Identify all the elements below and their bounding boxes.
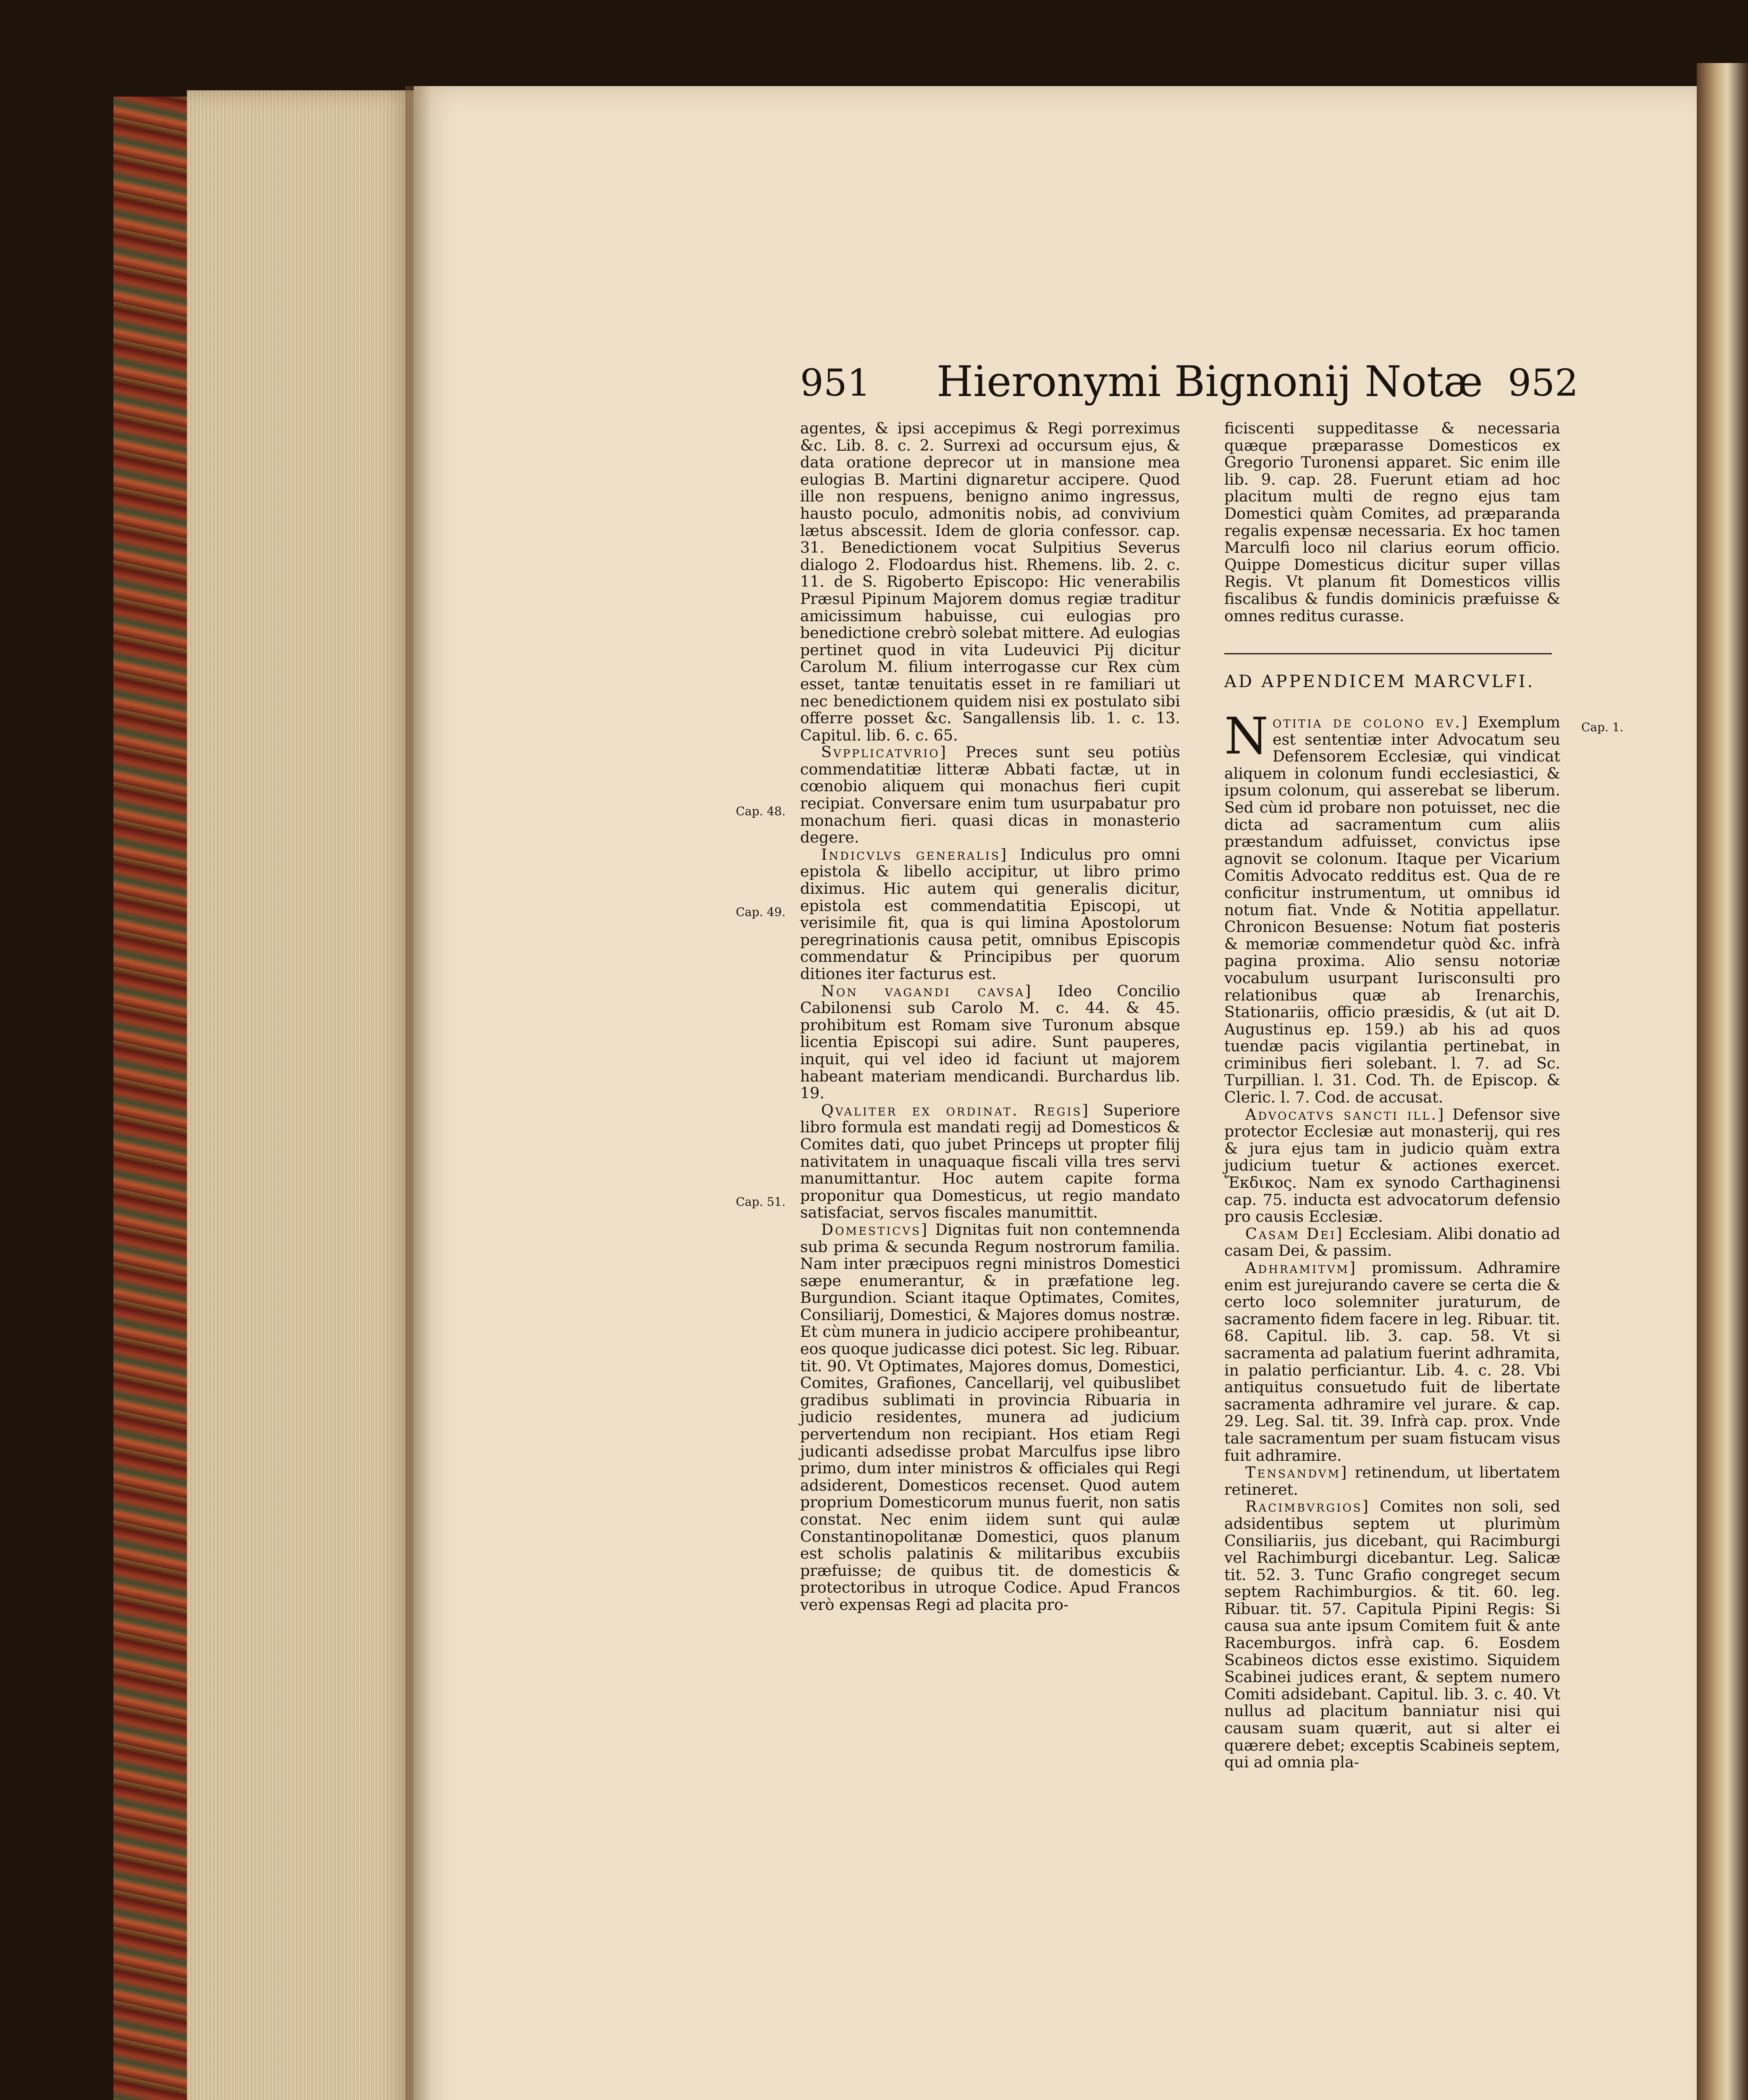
drop-cap: N: [1224, 707, 1268, 766]
running-title: Hieronymi Bignonij Notæ: [937, 357, 1483, 406]
paragraph-text: Dignitas fuit non contemnenda sub prima & secunda Regum nostrorum familia. Nam inter præcipuos regni ministros Domestici sæpe enumerantur, & in præfatione leg. Burgundion. Sciant itaque Optimates, Comites, Consiliarij, Domestici, & Majores domus nostræ. Et cùm munera in judicio accipere prohibeantur, eos quoque judicasse dici potest. Sic leg. Ribuar. tit. 90. Vt Optimates, Majores domus, Domestici, Comites, Grafiones, Cancellarij, vel quibuslibet gradibus sublimati in provincia Ribuaria in judicio residentes, munera ad judicium pervertendum non recipiant. Hos etiam Regi judicanti adsedisse probat Marculfus ipse libro primo, dum inter ministros & officiales qui Regi adsiderent, Domesticos recenset. Quod autem proprium Domesticorum munus fuerit, non satis constat. Nec enim iidem sunt qui aulæ Constantinopolitanæ Domestici, quos planum est scholis palatinis & militaribus excubiis præfuisse; de quibus tit. de domesticis & protectoribus in utroque Codice. Apud Francos verò expensas Regi ad placita pro-: [800, 1220, 1180, 1614]
paragraph: [800, 983, 1180, 1102]
paragraph-heading: Svpplicatvrio]: [821, 743, 948, 761]
page-stack: [187, 90, 414, 2100]
paragraph-text: Superiore libro formula est mandati regij ad Domesticos & Comites dati, quo jubet Princeps ut propter filij nativitatem in unaquaque fiscali villa tres servi manumittantur. Hoc autem capite forma proponitur qua Domesticus, ut regio mandato satisfaciat, servos fiscales manumittit.: [800, 1101, 1180, 1222]
paragraph-heading: Qvaliter ex ordinat. Regis]: [821, 1101, 1090, 1119]
margin-note-cap1: Cap. 1.: [1581, 720, 1624, 734]
paragraph-heading: Adhramitvm]: [1245, 1259, 1357, 1277]
paragraph-heading: Indicvlvs generalis]: [821, 845, 1008, 864]
paragraph-heading: Tensandvm]: [1245, 1463, 1349, 1482]
paragraph: [1224, 707, 1560, 1107]
paragraph: [800, 420, 1180, 744]
right-text-column-top: [1224, 420, 1560, 638]
paragraph: [1224, 1464, 1560, 1498]
section-rule: [1224, 653, 1552, 654]
paragraph-text: Ideo Concilio Cabilonensi sub Carolo M. c. 44. & 45. prohibitum est Romam sive Turonum absque licentia Episcopi sui adire. Sunt pauperes, inquit, qui vel ideo id faciunt ut majorem habeant materiam mendicandi. Burchardus lib. 19.: [800, 982, 1180, 1102]
paragraph: [1224, 1260, 1560, 1464]
paragraph-text: ficiscenti suppeditasse & necessaria quæque præparasse Domesticos ex Gregorio Turonensi apparet. Sic enim ille lib. 9. cap. 28. Fuerunt etiam ad hoc placitum multi de regno ejus tam Domestici quàm Comites, ad præparanda regalis expensæ necessaria. Ex hoc tamen Marculfi loco nil clarius eorum officio. Quippe Domesticus dicitur super villas Regis. Vt planum fit Domesticos villis fiscalibus & fundis dominicis præfuisse & omnes reditus curasse.: [1224, 420, 1560, 625]
spine-shadow: [405, 86, 430, 2100]
paragraph-text: Comites non soli, sed adsidentibus septem ut plurimùm Consiliariis, jus dicebant, qui Racimburgi vel Rachimburgi dicebantur. Leg. Salicæ tit. 52. 3. Tunc Grafio congreget secum septem Rachimburgios. & tit. 60. leg. Ribuar. tit. 57. Capitula Pipini Regis: Si causa sua ante ipsum Comitem fuit & ante Racemburgos. infrà cap. 6. Eosdem Scabineos dictos esse existimo. Siquidem Scabinei judices erant, & septem numero Comiti adsidebant. Capitul. lib. 3. c. 40. Vt nullus ad placitum banniatur nisi qui causam suam quærit, aut si alter ei quærere debet; exceptis Scabineis septem, qui ad omnia pla-: [1224, 1497, 1560, 1772]
paragraph: [800, 846, 1180, 983]
right-text-column: [1224, 707, 1560, 1772]
marbled-endpaper: [113, 97, 197, 2100]
paragraph-heading: Non vagandi cavsa]: [821, 982, 1033, 1000]
left-page-number: 951: [800, 361, 871, 404]
paragraph: [1224, 1226, 1560, 1260]
paragraph-text: Ecclesiam. Alibi donatio ad casam Dei, & passim.: [1224, 1224, 1560, 1260]
margin-note-cap48: Cap. 48.: [736, 804, 786, 818]
paragraph-heading: Casam Dei]: [1245, 1224, 1344, 1243]
paragraph-text: agentes, & ipsi accepimus & Regi porreximus &c. Lib. 8. c. 2. Surrexi ad occursum ejus, & data oratione deprecor ut in mansione mea eulogias B. Martini dignaretur accipere. Quod ille non respuens, benigno animo ingressus, hausto poculo, admonitis nobis, ad convivium lætus abscessit. Idem de gloria confessor. cap. 31. Benedictionem vocat Sulpitius Severus dialogo 2. Flodoardus hist. Rhemens. lib. 2. c. 11. de S. Rigoberto Episcopo: Hic venerabilis Præsul Pipinum Majorem domus regiæ traditur amicissimum habuisse, cui eulogias pro benedictione crebrò solebat mittere. Ad eulogias pertinet quod in vita Ludeuvici Pij dicitur Carolum M. filium interrogasse cur Rex cùm esset, tantæ tenuitatis esset in re familiari ut nec benedictionem quidem nisi ex postulato sibi offerre posset &c. Sangallensis lib. 1. c. 13. Capitul. lib. 6. c. 65.: [800, 419, 1180, 744]
paragraph-text: Defensor sive protector Ecclesiæ aut monasterij, qui res & jura ejus tam in judicio quàm extra judicium tuetur & actiones exercet. Ἔκδικος. Nam ex synodo Carthaginensi cap. 75. inducta est advocatorum defensio pro causis Ecclesiæ.: [1224, 1105, 1560, 1226]
paragraph-text: retinendum, ut libertatem retineret.: [1224, 1463, 1560, 1499]
paragraph-text: Preces sunt seu potiùs commendatitiæ litteræ Abbati factæ, ut in cœnobio aliquem qui monachus fieri cupit recipiat. Conversare enim tum usurpabatur pro monachum fieri. quasi dicas in monasterio degere.: [800, 743, 1180, 847]
paragraph: [1224, 420, 1560, 625]
left-text-column: [800, 420, 1180, 1614]
paragraph-text: Exemplum est sententiæ inter Advocatum seu Defensorem Ecclesiæ, qui vindicat aliquem in colonum fundi ecclesiastici, & ipsum colonum, qui asserebat se liberum. Sed cùm id probare non potuisset, nec die dicta ad sacramentum cum aliis præstandum adfuisset, convictus ipse agnovit se colonum. Itaque per Vicarium Comitis Advocato redditus est. Qua de re conficitur instrumentum, ut omnibus id notum fiat. Vnde & Notitia appellatur. Chronicon Besuense: Notum fiat posteris & memoriæ commendetur quòd &c. infrà pagina proxima. Alio sensu notoriæ vocabulum usurpant Iurisconsulti pro relationibus quæ ab Irenarchis, Stationariis, officio præsidis, & (ut ait D. Augustinus ep. 159.) ab his ad quos tuendæ pacis vigilantia pertinebat, in criminibus fieri solebant. l. 7. ad Sc. Turpillian. l. 31. Cod. Th. de Episcop. & Cleric. l. 7. Cod. de accusat.: [1224, 713, 1560, 1107]
paragraph: [1224, 1106, 1560, 1226]
facing-page-edge: [1697, 63, 1748, 2100]
right-page-number: 952: [1508, 361, 1578, 404]
paragraph: [800, 1221, 1180, 1614]
margin-note-cap49: Cap. 49.: [736, 905, 786, 919]
paragraph-heading: Advocatvs sancti ill.]: [1245, 1105, 1446, 1124]
paragraph: [800, 744, 1180, 846]
paragraph-heading: Domesticvs]: [821, 1220, 929, 1239]
paragraph: [1224, 1498, 1560, 1771]
section-title: AD APPENDICEM MARCVLFI.: [1224, 672, 1535, 691]
margin-note-cap51: Cap. 51.: [736, 1195, 786, 1209]
paragraph-text: promissum. Adhramire enim est jurejurando cavere se certa die & certo loco solemniter juraturum, de sacramento fidem facere in leg. Ribuar. tit. 68. Capitul. lib. 3. cap. 58. Vt si sacramenta ad palatium fuerint adhramita, in palatio perficiantur. Lib. 4. c. 28. Vbi antiquitus consuetudo fuit de libertate sacramenta adhramire vel jurare. & cap. 29. Leg. Sal. tit. 39. Infrà cap. prox. Vnde tale sacramentum per suam fistucam visus fuit adhramire.: [1224, 1259, 1560, 1465]
paragraph: [800, 1102, 1180, 1221]
paragraph-text: Indiculus pro omni epistola & libello accipitur, ut libro primo diximus. Hic autem qui generalis dicitur, epistola est commendatitia Episcopi, ut verisimile fit, qua is qui limina Apostolorum peregrinationis causa petit, omnibus Episcopis commendatur & Principibus per quorum ditiones iter facturus est.: [800, 845, 1180, 983]
paragraph-heading: otitia de colono ev.]: [1273, 713, 1469, 731]
paragraph-heading: Racimbvrgios]: [1245, 1497, 1370, 1516]
